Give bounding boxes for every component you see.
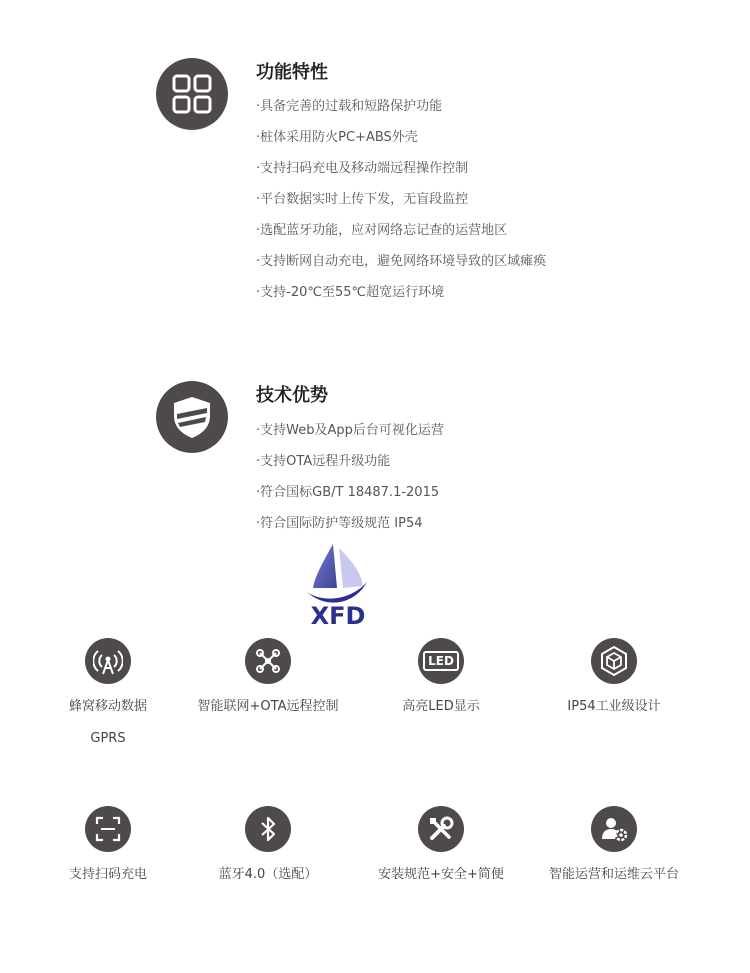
grid-label: 智能联网+OTA远程控制 <box>197 699 339 714</box>
grid-label: 蓝牙4.0（选配） <box>218 867 318 882</box>
grid-icon-circle <box>418 638 464 684</box>
tools-icon <box>427 815 455 843</box>
grid-icon-circle <box>591 806 637 852</box>
grid-item-cloud-platform <box>524 806 704 884</box>
list-item: ·支持断网自动充电，避免网络环境导致的区域瘫痪 <box>256 254 547 269</box>
scan-frame-icon <box>94 815 122 843</box>
grid-icon-circle <box>418 806 464 852</box>
grid-label: 支持扫码充电 <box>68 867 147 882</box>
shield-icon <box>170 394 214 440</box>
hexagon-cube-icon <box>598 645 630 677</box>
list-item: ·具备完善的过载和短路保护功能 <box>256 99 443 114</box>
list-item: ·支持扫码充电及移动端远程操作控制 <box>256 161 469 176</box>
grid-four-squares-icon <box>172 74 212 114</box>
advantages-icon-circle <box>156 381 228 453</box>
grid-item-scan <box>18 806 198 884</box>
user-gear-icon <box>599 814 629 844</box>
grid-label: 智能运营和运维云平台 <box>548 867 679 882</box>
list-item: ·符合国标GB/T 18487.1-2015 <box>256 485 440 500</box>
list-item: ·支持Web及App后台可视化运营 <box>256 423 444 438</box>
network-nodes-icon <box>253 646 283 676</box>
grid-icon-circle <box>245 638 291 684</box>
grid-icon-circle <box>245 806 291 852</box>
grid-item-install <box>351 806 531 884</box>
grid-label: IP54工业级设计 <box>567 699 661 714</box>
advantages-list <box>256 415 444 539</box>
list-item: ·平台数据实时上传下发，无盲段监控 <box>256 192 469 207</box>
list-item: ·选配蓝牙功能，应对网络忘记查的运营地区 <box>256 223 508 238</box>
grid-icon-circle <box>85 806 131 852</box>
xfd-logo <box>303 542 373 627</box>
list-item: ·桩体采用防火PC+ABS外壳 <box>256 130 418 145</box>
bluetooth-icon <box>255 815 281 843</box>
led-icon: LED <box>423 651 459 671</box>
grid-label: 高亮LED显示 <box>402 699 480 714</box>
grid-icon-circle <box>85 638 131 684</box>
features-title: 功能特性 <box>256 62 328 83</box>
grid-label: 蜂窝移动数据 <box>68 699 147 714</box>
grid-item-ota <box>178 638 358 716</box>
signal-tower-icon <box>93 646 123 676</box>
grid-item-ip54 <box>524 638 704 716</box>
grid-sub-label: GPRS <box>90 731 126 746</box>
list-item: ·支持-20℃至55℃超宽运行环境 <box>256 285 445 300</box>
features-list <box>256 91 546 308</box>
list-item: ·支持OTA远程升级功能 <box>256 454 391 469</box>
grid-label: 安装规范+安全+简便 <box>378 867 504 882</box>
grid-item-bluetooth <box>178 806 358 884</box>
advantages-title: 技术优势 <box>256 385 328 406</box>
logo-text: XFD <box>310 602 366 627</box>
list-item: ·符合国际防护等级规范 IP54 <box>256 516 423 531</box>
grid-item-led <box>351 638 531 716</box>
grid-icon-circle <box>591 638 637 684</box>
features-icon-circle <box>156 58 228 130</box>
grid-item-gprs <box>18 638 198 748</box>
